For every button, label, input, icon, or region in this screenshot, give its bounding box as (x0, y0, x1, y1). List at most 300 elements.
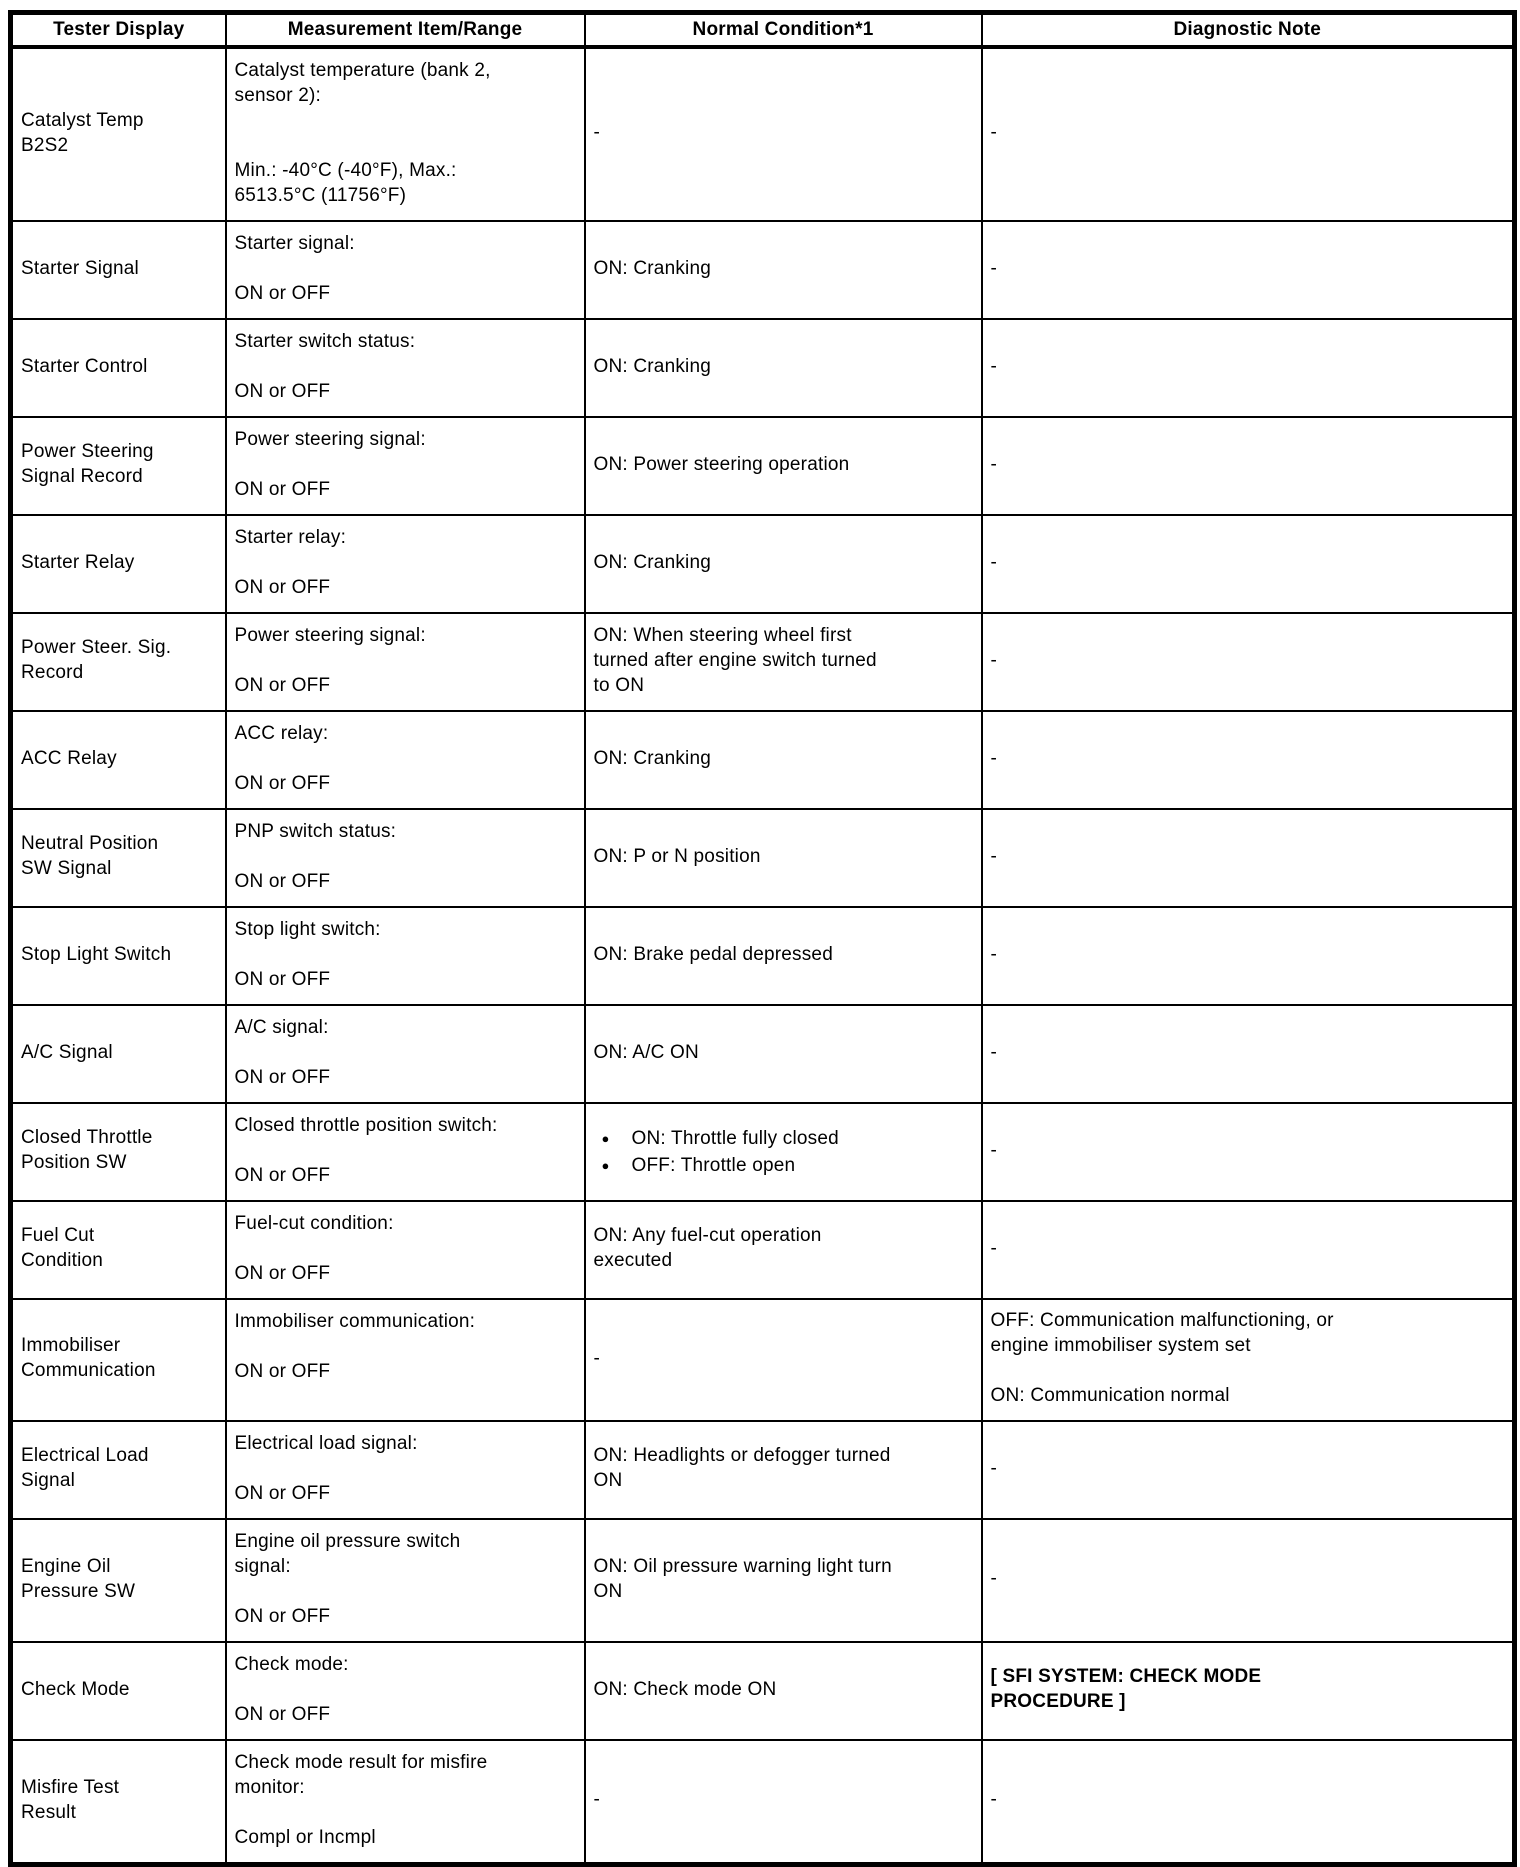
text-line: Starter Signal (21, 257, 139, 279)
cell-tester-display (11, 417, 226, 515)
table-row (11, 1201, 1515, 1299)
cell-measurement-item-range (226, 1103, 585, 1201)
text-line: ON or OFF (234, 283, 331, 304)
table-row (11, 1642, 1515, 1740)
cell-normal-condition (585, 613, 982, 711)
cell-tester-display (11, 47, 226, 221)
cell-diagnostic-note (982, 907, 1515, 1005)
text-line: - (990, 943, 998, 965)
cell-diagnostic-note (982, 1103, 1515, 1201)
cell-measurement-item-range (226, 417, 585, 515)
cell-normal-condition (585, 1519, 982, 1642)
text-line: Communication (21, 1360, 156, 1381)
cell-tester-display (11, 1201, 226, 1299)
text-line: - (990, 1789, 998, 1810)
text-line: to ON (593, 674, 645, 696)
cell-text (13, 1669, 225, 1714)
text-line: ON or OFF (234, 871, 331, 892)
cell-normal-condition (585, 711, 982, 809)
cell-text (983, 1130, 1513, 1175)
cell-text (983, 346, 1513, 391)
cell-measurement-item-range (226, 1421, 585, 1519)
cell-text (586, 444, 981, 489)
table-row (11, 1299, 1515, 1421)
text-line: PNP switch status: (234, 821, 397, 842)
cell-text (983, 1448, 1513, 1493)
cell-normal-condition (585, 1421, 982, 1519)
cell-text (586, 738, 981, 783)
text-line: - (593, 122, 601, 143)
cell-normal-condition (585, 1201, 982, 1299)
cell-measurement-item-range (226, 47, 585, 221)
text-line: ON: Brake pedal depressed (593, 943, 833, 965)
cell-tester-display (11, 1421, 226, 1519)
cell-text (13, 431, 225, 501)
text-block (991, 1308, 1505, 1358)
text-block (991, 452, 1505, 477)
text-block (235, 575, 576, 600)
table-row (11, 319, 1515, 417)
cell-tester-display (11, 613, 226, 711)
cell-tester-display (11, 515, 226, 613)
cell-text (227, 1741, 584, 1862)
cell-tester-display (11, 907, 226, 1005)
cell-text (227, 1422, 584, 1518)
cell-text (227, 908, 584, 1004)
cell-tester-display (11, 711, 226, 809)
text-line: Starter Relay (21, 551, 135, 573)
text-block (991, 648, 1505, 673)
text-line: SW Signal (21, 858, 112, 879)
cell-text (983, 1228, 1513, 1273)
text-line: Catalyst Temp (21, 109, 144, 131)
table-row (11, 515, 1515, 613)
text-line: Fuel-cut condition: (234, 1213, 394, 1234)
text-line: OFF: Communication malfunctioning, or (990, 1310, 1334, 1331)
cell-tester-display (11, 1519, 226, 1642)
cell-text (227, 1006, 584, 1102)
text-line: - (990, 1041, 998, 1063)
text-block (235, 1261, 576, 1286)
text-block (991, 1566, 1505, 1591)
text-line: Engine oil pressure switch (234, 1531, 461, 1552)
cell-normal-condition (585, 1740, 982, 1865)
text-block (991, 1040, 1505, 1065)
text-block (594, 1677, 973, 1702)
text-block (235, 329, 576, 354)
text-line: Stop light switch: (234, 919, 381, 940)
cell-normal-condition (585, 907, 982, 1005)
cell-text (13, 627, 225, 697)
cell-text (983, 542, 1513, 587)
cell-diagnostic-note (982, 1005, 1515, 1103)
header-normal-condition: Normal Condition*1 (585, 13, 982, 48)
table-row (11, 1421, 1515, 1519)
header-measurement-item-range: Measurement Item/Range (226, 13, 585, 48)
text-block (991, 1456, 1505, 1481)
text-block (21, 1775, 217, 1825)
cell-normal-condition (585, 515, 982, 613)
text-line: ON: Cranking (593, 257, 711, 279)
cell-tester-display (11, 319, 226, 417)
text-block (235, 525, 576, 550)
text-block (594, 1346, 973, 1371)
text-line: ON: When steering wheel first (593, 624, 852, 646)
text-block (991, 354, 1505, 379)
cell-diagnostic-note (982, 1642, 1515, 1740)
cell-text (983, 934, 1513, 979)
text-line: - (990, 122, 998, 143)
cell-diagnostic-note (982, 221, 1515, 319)
text-block (235, 1652, 576, 1677)
cell-tester-display (11, 1642, 226, 1740)
text-block (235, 1529, 576, 1579)
text-block (235, 1431, 576, 1456)
text-block (235, 1604, 576, 1629)
text-block (235, 869, 576, 894)
cell-normal-condition (585, 1642, 982, 1740)
table-row (11, 417, 1515, 515)
text-line: ACC Relay (21, 747, 117, 769)
text-line: - (990, 1237, 998, 1259)
cell-diagnostic-note (982, 1740, 1515, 1865)
cell-text (227, 1104, 584, 1200)
text-line: ON: Cranking (593, 747, 711, 769)
cell-text (13, 1032, 225, 1077)
text-line: Check mode: (234, 1654, 349, 1675)
text-block (235, 1211, 576, 1236)
cell-diagnostic-note (982, 1519, 1515, 1642)
table-row (11, 1519, 1515, 1642)
text-block (594, 256, 973, 281)
cell-text (983, 738, 1513, 783)
text-block (235, 771, 576, 796)
cell-text (13, 1546, 225, 1616)
text-block (991, 746, 1505, 771)
cell-diagnostic-note (982, 319, 1515, 417)
text-block (991, 256, 1505, 281)
header-tester-display: Tester Display (11, 13, 226, 48)
cell-text (586, 346, 981, 391)
text-line: Electrical Load (21, 1445, 149, 1466)
text-line: - (990, 649, 998, 671)
cell-text (13, 1325, 225, 1395)
text-line: 6513.5°C (11756°F) (234, 185, 407, 206)
text-block (21, 1040, 217, 1065)
bullet-icon: ● (601, 1131, 610, 1146)
cell-text (13, 1435, 225, 1505)
text-block (235, 1825, 576, 1850)
text-line: PROCEDURE ] (990, 1691, 1126, 1712)
text-block (21, 550, 217, 575)
text-line: Condition (21, 1250, 104, 1271)
text-line: signal: (234, 1556, 291, 1577)
cell-text (983, 248, 1513, 293)
text-block (991, 1787, 1505, 1812)
cell-text (227, 1643, 584, 1739)
text-line: Starter switch status: (234, 331, 416, 352)
text-block (594, 623, 973, 698)
cell-measurement-item-range (226, 515, 585, 613)
text-block (21, 1223, 217, 1273)
text-line: ON: A/C ON (593, 1041, 699, 1063)
text-block (21, 1677, 217, 1702)
cell-text (586, 1779, 981, 1824)
text-line: ON: Throttle fully closed (631, 1128, 839, 1149)
cell-text (586, 1435, 981, 1505)
text-line: [ SFI SYSTEM: CHECK MODE (990, 1666, 1262, 1687)
text-line: ON or OFF (234, 773, 331, 794)
text-line: Starter signal: (234, 233, 355, 254)
cell-text (227, 1202, 584, 1298)
cell-normal-condition (585, 221, 982, 319)
cell-measurement-item-range (226, 809, 585, 907)
cell-text (983, 444, 1513, 489)
text-block (235, 1702, 576, 1727)
text-line: executed (593, 1250, 673, 1271)
text-line: Misfire Test (21, 1776, 120, 1798)
table-row (11, 613, 1515, 711)
text-line: ACC relay: (234, 723, 329, 744)
text-block (235, 281, 576, 306)
cell-measurement-item-range (226, 1299, 585, 1421)
cell-tester-display (11, 1299, 226, 1421)
text-block (235, 1015, 576, 1040)
cell-text (13, 346, 225, 391)
cell-diagnostic-note (982, 613, 1515, 711)
cell-measurement-item-range (226, 1005, 585, 1103)
cell-measurement-item-range (226, 1519, 585, 1642)
text-block (21, 108, 217, 158)
table-row (11, 1005, 1515, 1103)
cell-measurement-item-range (226, 907, 585, 1005)
text-line: Immobiliser (21, 1335, 121, 1356)
text-line: ON: Any fuel-cut operation (593, 1225, 822, 1246)
text-line: Closed Throttle (21, 1127, 153, 1148)
text-block (991, 120, 1505, 145)
text-line: ON: P or N position (593, 845, 761, 867)
text-line: Signal (21, 1470, 76, 1491)
text-line: ON: Oil pressure warning light turn (593, 1555, 892, 1577)
cell-text (983, 1032, 1513, 1077)
text-block (991, 550, 1505, 575)
text-line: Record (21, 662, 84, 683)
text-line: - (990, 845, 998, 867)
text-line: ON or OFF (234, 1165, 331, 1186)
cell-text (983, 1656, 1513, 1726)
text-line: Position SW (21, 1152, 127, 1173)
cell-text (13, 542, 225, 587)
text-line: - (593, 1789, 601, 1810)
cell-normal-condition (585, 319, 982, 417)
cell-text (983, 1779, 1513, 1824)
cell-text (227, 516, 584, 612)
cell-diagnostic-note (982, 417, 1515, 515)
cell-text (227, 1300, 584, 1396)
text-block (991, 1236, 1505, 1261)
cell-text (227, 712, 584, 808)
cell-measurement-item-range (226, 1740, 585, 1865)
text-block (991, 1138, 1505, 1163)
text-line: monitor: (234, 1777, 305, 1798)
text-block (235, 379, 576, 404)
header-diagnostic-note: Diagnostic Note (982, 13, 1515, 48)
cell-tester-display (11, 1005, 226, 1103)
text-block (594, 120, 973, 145)
text-line: ON or OFF (234, 675, 331, 696)
cell-normal-condition (585, 809, 982, 907)
cell-text (586, 248, 981, 293)
text-line: Power Steering (21, 441, 154, 462)
text-block (21, 1443, 217, 1493)
text-block (594, 1443, 973, 1493)
text-block (21, 1333, 217, 1383)
text-line: Neutral Position (21, 833, 159, 854)
text-line: ON: Power steering operation (593, 453, 850, 475)
text-block (594, 1787, 973, 1812)
bullet-list-item (588, 1153, 977, 1178)
text-line: ON or OFF (234, 969, 331, 990)
cell-text (586, 934, 981, 979)
text-line: - (593, 1347, 601, 1369)
text-line: - (990, 1457, 998, 1479)
cell-diagnostic-note (982, 711, 1515, 809)
cell-normal-condition (585, 47, 982, 221)
text-block (594, 550, 973, 575)
text-line: A/C signal: (234, 1017, 329, 1038)
text-block (21, 942, 217, 967)
text-block (235, 1359, 576, 1384)
cell-text (13, 823, 225, 893)
text-line: OFF: Throttle open (631, 1155, 796, 1176)
text-block (235, 1113, 576, 1138)
cell-measurement-item-range (226, 319, 585, 417)
cell-text (586, 615, 981, 710)
text-line: Min.: -40°C (-40°F), Max.: (234, 160, 457, 181)
text-block (235, 819, 576, 844)
cell-text (13, 934, 225, 979)
text-line: ON or OFF (234, 1704, 331, 1725)
text-line: Result (21, 1801, 77, 1823)
cell-text (586, 542, 981, 587)
text-line: - (990, 1139, 998, 1161)
text-line: engine immobiliser system set (990, 1335, 1251, 1356)
cell-diagnostic-note (982, 809, 1515, 907)
text-block (21, 831, 217, 881)
cell-text (13, 1117, 225, 1187)
text-line: - (990, 453, 998, 475)
table-row (11, 1740, 1515, 1865)
text-block (235, 427, 576, 452)
cell-text (586, 1338, 981, 1383)
text-line: Engine Oil (21, 1555, 111, 1577)
cell-measurement-item-range (226, 613, 585, 711)
cell-tester-display (11, 221, 226, 319)
cell-text (227, 1520, 584, 1641)
text-line: - (990, 747, 998, 769)
table-row (11, 47, 1515, 221)
text-line: Starter Control (21, 355, 148, 377)
text-line: Compl or Incmpl (234, 1827, 376, 1848)
cell-measurement-item-range (226, 1201, 585, 1299)
cell-normal-condition (585, 1299, 982, 1421)
table-row (11, 809, 1515, 907)
text-line: Check mode result for misfire (234, 1752, 488, 1773)
text-block (235, 58, 576, 108)
text-line: ON: Cranking (593, 355, 711, 377)
text-block (235, 967, 576, 992)
text-line: ON: Headlights or defogger turned (593, 1445, 891, 1466)
cell-text (586, 836, 981, 881)
bullet-icon: ● (601, 1158, 610, 1173)
cell-text (13, 248, 225, 293)
text-line: ON or OFF (234, 479, 331, 500)
text-line: A/C Signal (21, 1041, 113, 1063)
cell-measurement-item-range (226, 221, 585, 319)
text-line: ON: Cranking (593, 551, 711, 573)
table-row (11, 711, 1515, 809)
text-line: - (990, 1568, 998, 1589)
text-block (235, 1163, 576, 1188)
cell-diagnostic-note (982, 1299, 1515, 1421)
text-line: ON or OFF (234, 1067, 331, 1088)
cell-text (227, 49, 584, 220)
text-line: Starter relay: (234, 527, 347, 548)
cell-normal-condition (585, 1005, 982, 1103)
text-block (235, 1750, 576, 1800)
text-block (594, 746, 973, 771)
cell-diagnostic-note (982, 47, 1515, 221)
text-line: Power steering signal: (234, 429, 426, 450)
bullet-list (586, 1122, 981, 1182)
cell-measurement-item-range (226, 711, 585, 809)
cell-normal-condition (585, 1103, 982, 1201)
text-line: Catalyst temperature (bank 2, (234, 60, 491, 81)
text-block (594, 1554, 973, 1604)
cell-tester-display (11, 1103, 226, 1201)
cell-text (227, 810, 584, 906)
text-line: Electrical load signal: (234, 1433, 418, 1454)
text-line: turned after engine switch turned (593, 649, 877, 671)
header-row (11, 13, 1515, 48)
text-block (235, 158, 576, 208)
cell-text (983, 640, 1513, 685)
cell-text (227, 320, 584, 416)
cell-text (13, 1767, 225, 1837)
cell-measurement-item-range (226, 1642, 585, 1740)
text-line: ON or OFF (234, 1606, 331, 1627)
text-block (235, 917, 576, 942)
diagnostic-data-table (8, 10, 1517, 1867)
text-block (991, 1664, 1505, 1714)
text-line: ON or OFF (234, 1483, 331, 1504)
text-line: Closed throttle position switch: (234, 1115, 498, 1136)
text-block (235, 721, 576, 746)
cell-diagnostic-note (982, 515, 1515, 613)
cell-text (983, 112, 1513, 157)
text-line: ON (593, 1580, 623, 1602)
text-line: ON (593, 1470, 623, 1491)
cell-text (227, 222, 584, 318)
table-row (11, 907, 1515, 1005)
text-line: ON: Communication normal (990, 1385, 1230, 1406)
text-line: B2S2 (21, 134, 69, 156)
text-block (235, 1065, 576, 1090)
table-row (11, 221, 1515, 319)
text-block (594, 844, 973, 869)
text-line: Fuel Cut (21, 1225, 95, 1246)
cell-text (983, 1300, 1513, 1420)
